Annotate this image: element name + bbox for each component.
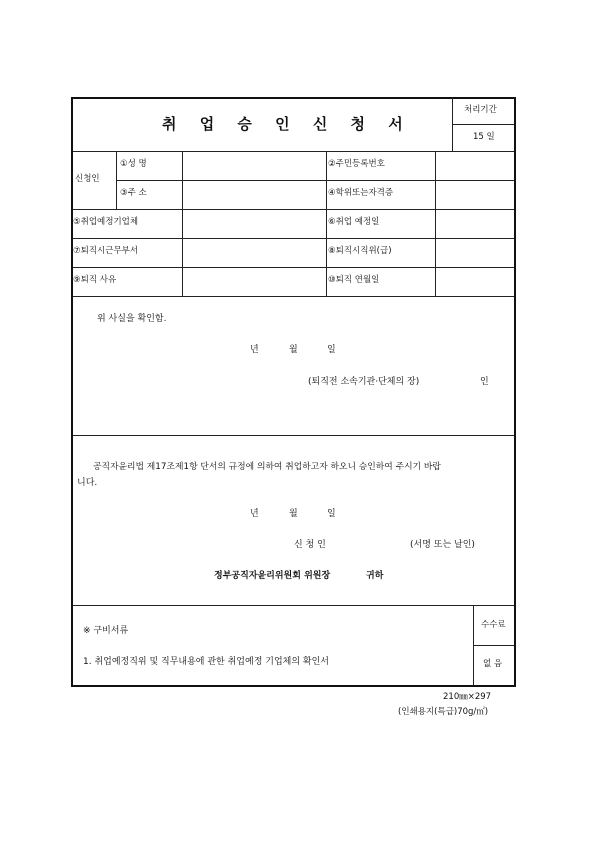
request-day: 일 — [327, 509, 336, 519]
form-title: 취 업 승 인 신 청 서 — [162, 115, 412, 133]
fee-value: 없 음 — [483, 659, 503, 669]
border-left — [71, 97, 73, 687]
confirm-org: (퇴직전 소속기관·단체의 장) — [308, 377, 420, 387]
rrn-label: ②주민등록번호 — [328, 159, 385, 169]
attachments-item-1: 1. 취업예정직위 및 직무내용에 관한 취업예정 기업체의 확인서 — [83, 657, 329, 667]
divider-mid-col — [326, 151, 327, 296]
divider-label-col — [182, 151, 183, 296]
confirm-text: 위 사실을 확인함. — [97, 314, 167, 324]
divider-fee-col — [473, 605, 474, 685]
request-applicant: 신 청 인 — [294, 540, 326, 550]
company-label: ⑤취업예정기업체 — [73, 217, 139, 227]
applicant-group-label: 신청인 — [75, 174, 100, 184]
confirm-day: 일 — [327, 345, 336, 355]
border-bottom — [71, 685, 515, 687]
request-month: 월 — [289, 509, 298, 519]
divider-applicant-mid — [116, 180, 515, 181]
divider-header-bottom — [71, 151, 515, 152]
divider-row-6 — [71, 296, 515, 297]
border-top — [71, 97, 515, 99]
processing-period-value: 15 일 — [473, 132, 495, 142]
address-label: ③주 소 — [120, 188, 147, 198]
divider-period-header — [452, 124, 515, 125]
fee-label: 수수료 — [481, 620, 506, 630]
divider-request-bottom — [71, 605, 515, 606]
request-honorific: 귀하 — [366, 571, 384, 581]
request-addressee: 정부공직자윤리위원회 위원장 — [214, 571, 331, 581]
degree-label: ④학위또는자격증 — [328, 188, 394, 198]
divider-row-5 — [71, 267, 515, 268]
paper-size: 210㎜×297 — [443, 692, 492, 702]
request-year: 년 — [250, 509, 259, 519]
request-sign: (서명 또는 날인) — [410, 540, 475, 550]
name-label: ①성 명 — [120, 159, 147, 169]
divider-confirm-bottom — [71, 435, 515, 436]
divider-row-3 — [71, 209, 515, 210]
confirm-year: 년 — [250, 345, 259, 355]
attachments-label: ※ 구비서류 — [83, 626, 129, 636]
employment-date-label: ⑥취업 예정일 — [328, 217, 380, 227]
retirement-reason-label: ⑨퇴직 사유 — [73, 275, 117, 285]
divider-group-col — [116, 151, 117, 209]
divider-row-4 — [71, 238, 515, 239]
processing-period-label: 처리기간 — [464, 105, 497, 115]
confirm-seal: 인 — [480, 377, 489, 387]
confirm-month: 월 — [289, 345, 298, 355]
divider-fee — [473, 645, 515, 646]
position-label: ⑧퇴직시직위(급) — [328, 246, 392, 256]
border-right — [514, 97, 516, 687]
paper-spec: (인쇄용지(특급)70g/㎡) — [398, 707, 489, 717]
retirement-date-label: ⑩퇴직 연월일 — [328, 275, 380, 285]
divider-label2-col — [435, 151, 436, 296]
request-text-line2: 니다. — [77, 478, 98, 488]
department-label: ⑦퇴직시근무부서 — [73, 246, 139, 256]
request-text-line1: 공직자윤리법 제17조제1항 단서의 규정에 의하여 취업하고자 하오니 승인하여 주시기 바랍 — [93, 462, 441, 472]
divider-period-col — [452, 97, 453, 151]
